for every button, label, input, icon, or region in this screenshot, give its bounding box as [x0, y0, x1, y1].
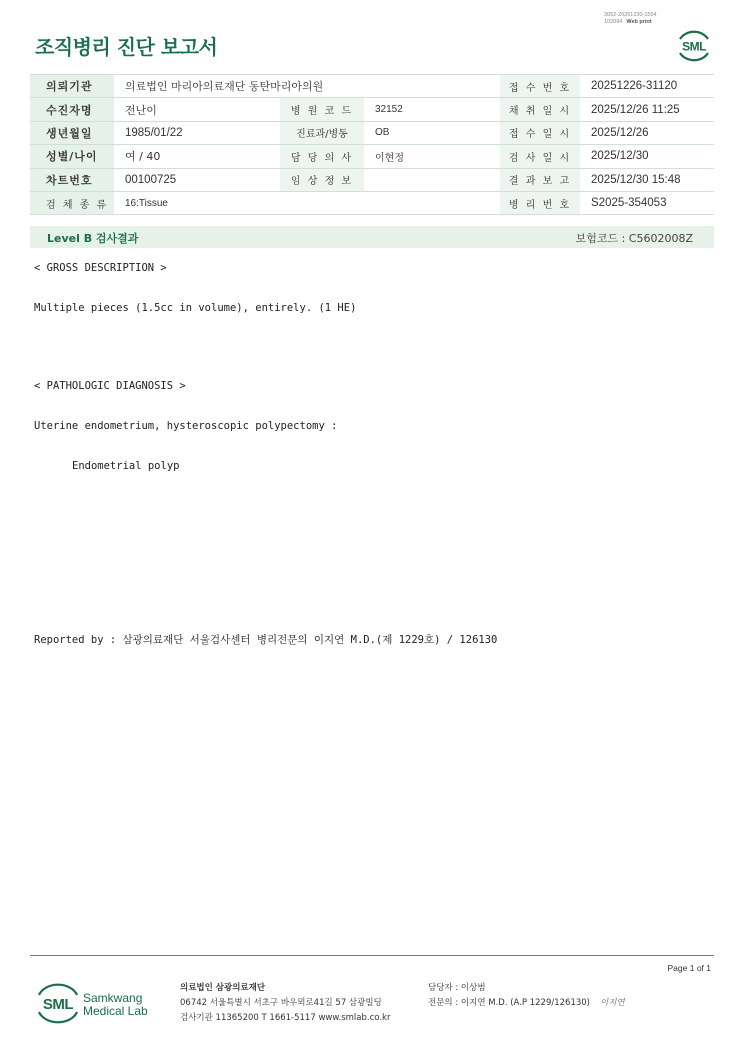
footer-org-name: 의료법인 삼광의료재단	[180, 983, 266, 993]
table-row	[30, 121, 714, 144]
value-physician: 이현정	[364, 145, 500, 168]
value-birth-date: 1985/01/22	[114, 121, 280, 144]
print-meta-line2: 102094	[604, 19, 623, 25]
footer-staff-pathologist: 전문의 : 이지연 M.D. (A.P 1229/126130)	[428, 998, 590, 1008]
print-meta	[604, 12, 657, 26]
diagnosis-specimen-line: Uterine endometrium, hysteroscopic polypectomy :	[34, 420, 338, 432]
value-patient-name: 전난이	[114, 98, 280, 121]
footer-address: 06742 서울특별시 서초구 바우뫼로41길 57 삼광빌딩	[180, 998, 382, 1008]
label-physician: 담 당 의 사	[280, 145, 364, 168]
table-row	[30, 145, 714, 168]
label-test-date: 검 사 일 시	[500, 145, 580, 168]
svg-text:Medical Lab: Medical Lab	[83, 1004, 148, 1018]
value-report-time: 2025/12/30 15:48	[580, 168, 714, 191]
web-print-label: Web print	[626, 19, 652, 25]
pathologist-signature: 이지연	[600, 998, 625, 1008]
footer-contact: 검사기관 11365200 T 1661-5117 www.smlab.co.kr	[180, 1013, 391, 1023]
svg-text:Samkwang: Samkwang	[83, 991, 143, 1005]
value-specimen-type: 16:Tissue	[114, 191, 500, 214]
label-sex-age: 성별/나이	[30, 145, 114, 168]
table-row	[30, 191, 714, 214]
label-birth-date: 생년월일	[30, 121, 114, 144]
table-row	[30, 98, 714, 121]
value-pathology-number: S2025-354053	[580, 191, 714, 214]
label-receipt-date: 접 수 일 시	[500, 121, 580, 144]
gross-description-heading: < GROSS DESCRIPTION >	[34, 262, 167, 274]
table-row	[30, 75, 714, 98]
label-chart-number: 차트번호	[30, 168, 114, 191]
svg-text:SML: SML	[682, 39, 706, 54]
sml-logo	[674, 25, 714, 63]
result-level-bar	[30, 226, 714, 248]
result-level-label: Level B 검사결과	[47, 232, 139, 245]
label-pathology-number: 병 리 번 호	[500, 191, 580, 214]
label-specimen-type: 검 체 종 류	[30, 191, 114, 214]
reported-by-line: Reported by : 삼광의료재단 서울검사센터 병리전문의 이지연 M.D.(제 1229호) / 126130	[34, 634, 498, 646]
value-receipt-date: 2025/12/26	[580, 121, 714, 144]
diagnosis-result-line: Endometrial polyp	[72, 460, 180, 472]
footer-organization	[180, 981, 390, 1026]
value-requester: 의료법인 마리아의료재단 동탄마리아의원	[114, 75, 500, 98]
label-patient-name: 수진자명	[30, 98, 114, 121]
label-hospital-code: 병 원 코 드	[280, 98, 364, 121]
value-department: OB	[364, 121, 500, 144]
value-test-date: 2025/12/30	[580, 145, 714, 168]
patient-info-table	[30, 74, 714, 215]
insurance-code: 보험코드 : C5602008Z	[575, 232, 693, 245]
gross-description-text: Multiple pieces (1.5cc in volume), entirely. (1 HE)	[34, 302, 357, 314]
svg-text:SML: SML	[42, 996, 74, 1013]
samkwang-footer-logo	[36, 980, 156, 1028]
pathologic-diagnosis-heading: < PATHOLOGIC DIAGNOSIS >	[34, 380, 186, 392]
footer-divider	[30, 955, 714, 956]
value-hospital-code: 32152	[364, 98, 500, 121]
footer-staff-manager: 담당자 : 이상범	[428, 983, 486, 993]
table-row	[30, 168, 714, 191]
label-department: 진료과/병동	[280, 121, 364, 144]
label-requester: 의뢰기관	[30, 75, 114, 98]
value-collection-time: 2025/12/26 11:25	[580, 98, 714, 121]
label-report-time: 결 과 보 고	[500, 168, 580, 191]
label-collection-time: 채 취 일 시	[500, 98, 580, 121]
page-number: Page 1 of 1	[667, 963, 711, 973]
page-title: 조직병리 진단 보고서	[35, 35, 218, 59]
print-meta-line1: 3052-20251230-1554	[604, 12, 657, 18]
value-clinical-info	[364, 168, 500, 191]
value-sex-age: 여 / 40	[114, 145, 280, 168]
label-clinical-info: 임 상 정 보	[280, 168, 364, 191]
value-chart-number: 00100725	[114, 168, 280, 191]
value-accession-number: 20251226-31120	[580, 75, 714, 98]
label-accession-number: 접 수 번 호	[500, 75, 580, 98]
footer-staff	[428, 981, 625, 1011]
